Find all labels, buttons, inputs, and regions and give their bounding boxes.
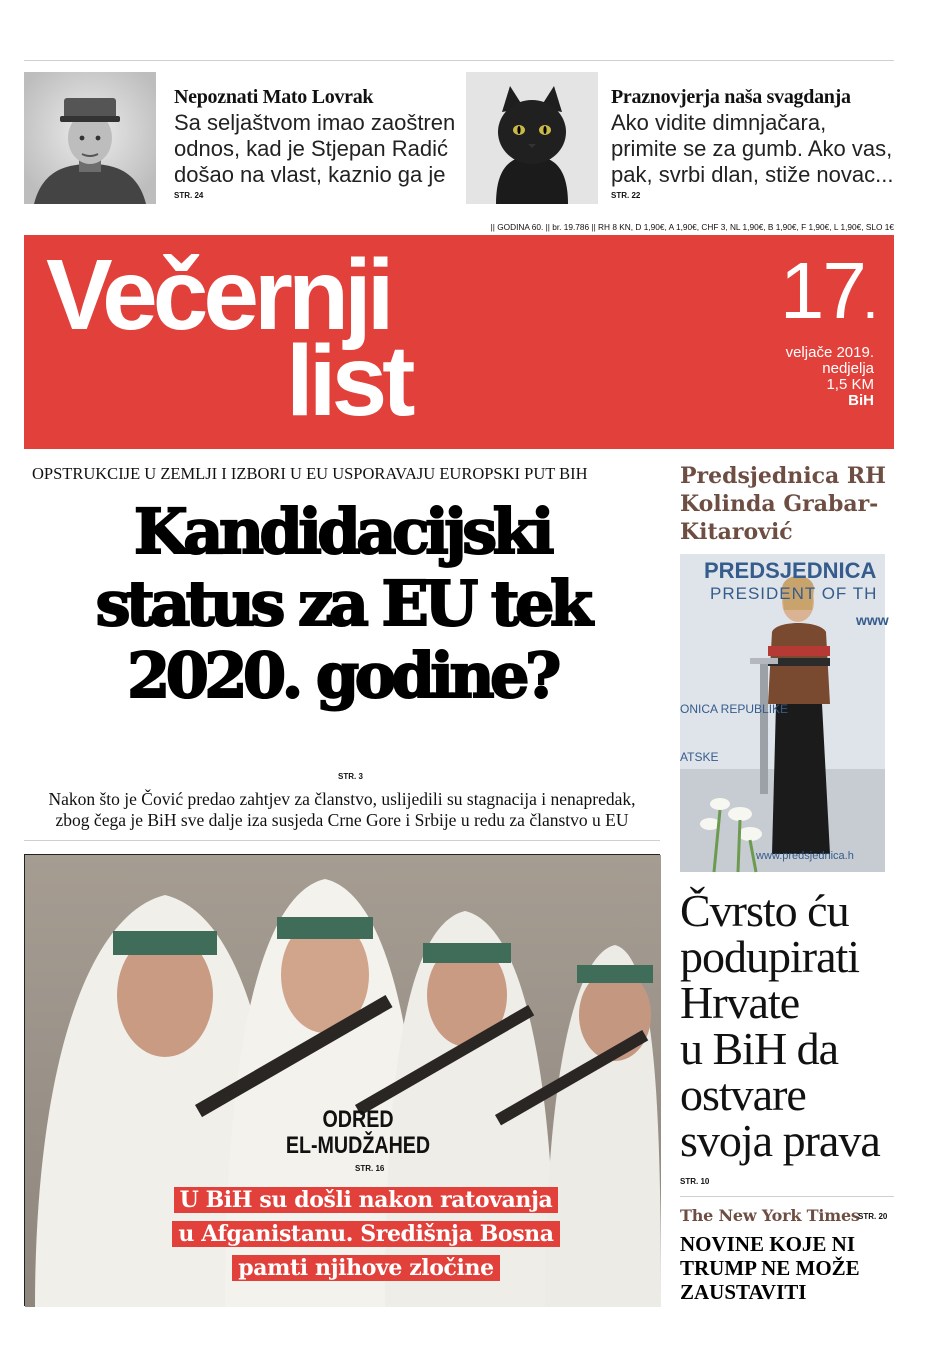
president-photo[interactable] bbox=[680, 554, 889, 872]
photo-story-title bbox=[263, 1107, 453, 1159]
backdrop-text: www bbox=[856, 612, 889, 628]
caption-line: u Afganistanu. Središnja Bosna bbox=[172, 1221, 559, 1247]
right-title-line: Kitarović bbox=[680, 519, 793, 545]
main-headline[interactable] bbox=[20, 496, 664, 712]
issue-day-dot: . bbox=[864, 283, 876, 327]
teaser-title[interactable]: Nepoznati Mato Lovrak bbox=[174, 86, 374, 108]
nyt-headline-line: NOVINE KOJE NI bbox=[680, 1232, 856, 1256]
nyt-headline[interactable] bbox=[680, 1232, 894, 1304]
headline-line: status za EU tek bbox=[95, 567, 589, 640]
page-reference: STR. 20 bbox=[858, 1212, 888, 1221]
photo-story-caption bbox=[141, 1185, 591, 1283]
quote-line: Hrvate bbox=[680, 977, 800, 1028]
issue-date-block bbox=[779, 246, 876, 335]
deck-line: Nakon što je Čović predao zahtjev za članstvo, uslijedili su stagnacija i nenapredak, bbox=[48, 789, 636, 809]
photo-story-title-line: ODRED bbox=[322, 1106, 394, 1133]
quote-line: Čvrsto ću bbox=[680, 885, 849, 936]
issue-day: 17 bbox=[779, 246, 865, 335]
caption-line: U BiH su došli nakon ratovanja bbox=[174, 1187, 559, 1213]
issue-date-line: veljače 2019. bbox=[785, 344, 874, 361]
logo-vecernji: Večernji bbox=[46, 239, 390, 351]
teaser-title[interactable]: Praznovjerja naša svagdanja bbox=[611, 86, 851, 108]
right-title-line: Predsjednica RH bbox=[680, 463, 886, 489]
backdrop-text: ATSKE bbox=[680, 750, 719, 764]
page-reference: STR. 3 bbox=[338, 772, 363, 781]
headline-line: 2020. godine? bbox=[127, 639, 557, 712]
teaser-portrait-lovrak[interactable] bbox=[24, 72, 156, 204]
teaser-text bbox=[174, 110, 455, 188]
black-cat-image bbox=[466, 72, 598, 204]
nyt-headline-line: TRUMP NE MOŽE bbox=[680, 1256, 860, 1280]
president-quote[interactable] bbox=[680, 885, 894, 1166]
photo-story-title-line: EL-MUDŽAHED bbox=[285, 1132, 431, 1159]
backdrop-text: ONICA REPUBLIKE bbox=[680, 702, 789, 716]
photo-story[interactable] bbox=[24, 854, 660, 1306]
caption-line: pamti njihove zločine bbox=[232, 1255, 499, 1281]
teaser-text bbox=[611, 110, 893, 188]
issue-date-line: 1,5 KM bbox=[826, 376, 874, 393]
issue-price-line: || GODINA 60. || br. 19.786 || RH 8 KN, D 1,90€, A 1,90€, CHF 3, NL 1,90€, B 1,90€, F 1,90€, L 1,90€, SLO 1€ bbox=[490, 222, 894, 232]
right-title-line: Kolinda Grabar- bbox=[680, 491, 879, 517]
page-reference: STR. 16 bbox=[355, 1164, 385, 1173]
teaser-photo-cat[interactable] bbox=[466, 72, 598, 204]
teaser-text-line: odnos, kad je Stjepan Radić bbox=[174, 136, 448, 161]
backdrop-text: www.predsjednica.h bbox=[756, 850, 854, 862]
quote-line: u BiH da bbox=[680, 1023, 839, 1074]
page-reference: STR. 24 bbox=[174, 191, 204, 200]
issue-date-info bbox=[786, 345, 874, 409]
page-reference: STR. 22 bbox=[611, 191, 641, 200]
backdrop-text: PRESIDENT OF TH bbox=[710, 584, 878, 603]
section-divider bbox=[24, 840, 660, 841]
top-divider bbox=[24, 60, 894, 61]
issue-date-line: nedjelja bbox=[822, 360, 874, 377]
teaser-text-line: primite se za gumb. Ako vas, bbox=[611, 136, 893, 161]
right-column-title[interactable] bbox=[680, 462, 894, 546]
page-reference: STR. 10 bbox=[680, 1177, 710, 1186]
soldier-portrait-image bbox=[24, 72, 156, 204]
backdrop-text: PREDSJEDNICA bbox=[704, 558, 877, 583]
teaser-text-line: Ako vidite dimnjačara, bbox=[611, 110, 827, 135]
headline-line: Kandidacijski bbox=[133, 495, 551, 568]
nyt-headline-line: ZAUSTAVITI bbox=[680, 1280, 807, 1304]
quote-line: ostvare bbox=[680, 1069, 806, 1120]
nyt-label[interactable]: The New York Times bbox=[680, 1206, 860, 1225]
main-story-deck bbox=[24, 789, 660, 831]
logo-list: list bbox=[286, 325, 411, 437]
quote-line: podupirati bbox=[680, 931, 860, 982]
teaser-text-line: pak, svrbi dlan, stiže novac... bbox=[611, 162, 894, 187]
quote-line: svoja prava bbox=[680, 1115, 880, 1166]
section-divider bbox=[680, 1196, 894, 1197]
teaser-text-line: Sa seljaštvom imao zaoštren bbox=[174, 110, 456, 135]
edition-label: BiH bbox=[848, 392, 874, 409]
teaser-text-line: došao na vlast, kaznio ga je bbox=[174, 162, 446, 187]
deck-line: zbog čega je BiH sve dalje iza susjeda Crne Gore i Srbije u redu za članstvo u EU bbox=[55, 810, 629, 830]
main-story-kicker: OPSTRUKCIJE U ZEMLJI I IZBORI U EU USPORAVAJU EUROPSKI PUT BIH bbox=[32, 464, 588, 483]
masthead[interactable] bbox=[24, 235, 894, 449]
